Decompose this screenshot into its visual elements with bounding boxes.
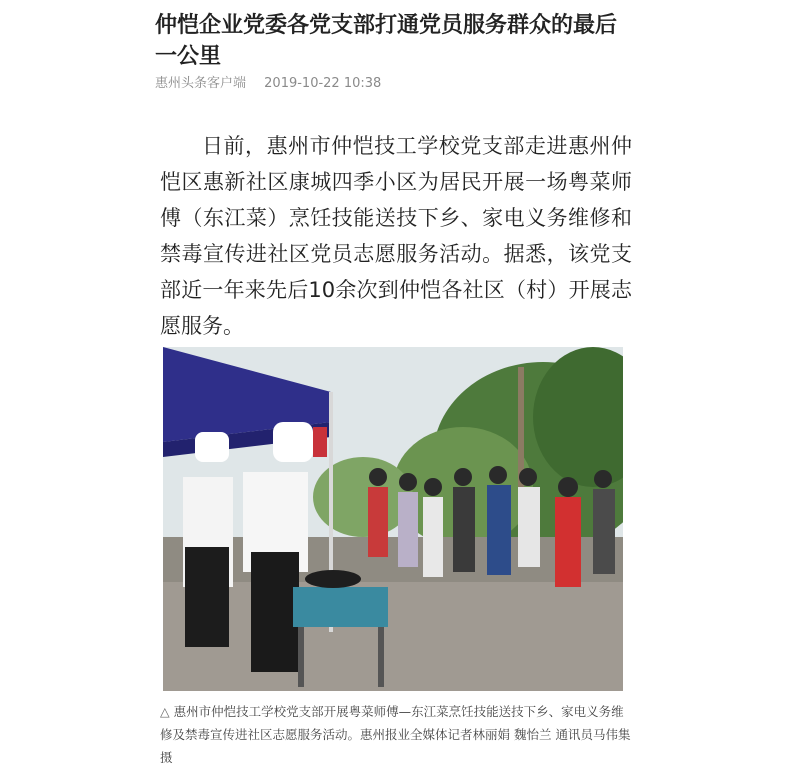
photo-caption [160,700,634,769]
photo-illustration [163,347,623,691]
caption-text: 惠州市仲恺技工学校党支部开展粤菜师傅—东江菜烹饪技能送技下乡、家电义务维修及禁毒宣传进社区志愿服务活动。惠州报业全媒体记者林丽娟 魏怡兰 通讯员马伟集 摄 [160,704,631,765]
article-meta [155,72,381,91]
caption-triangle-icon: △ [160,704,170,719]
article-source[interactable]: 惠州头条客户端 [155,76,247,91]
article-datetime: 2019-10-22 10:38 [264,76,382,91]
article-title: 仲恺企业党委各党支部打通党员服务群众的最后一公里 [155,13,618,69]
article-photo[interactable] [163,347,623,691]
article-paragraph: 日前，惠州市仲恺技工学校党支部走进惠州仲恺区惠新社区康城四季小区为居民开展一场粤菜师傅（东江菜）烹饪技能送技下乡、家电义务维修和禁毒宣传进社区党员志愿服务活动。据悉，该党支部近一年来先后10余次到仲恺各社区（村）开展志愿服务。 [160,134,632,338]
